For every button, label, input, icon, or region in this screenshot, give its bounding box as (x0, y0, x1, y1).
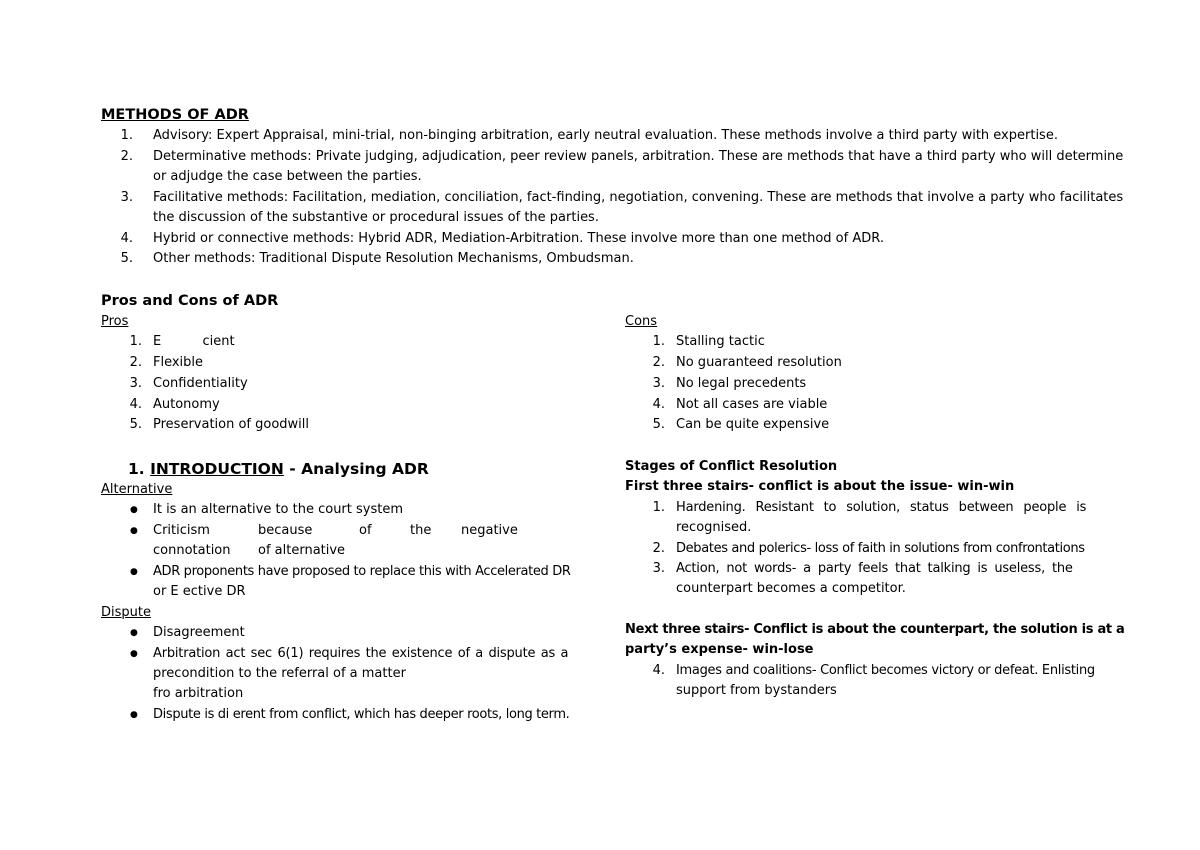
stages-title: Stages of Conflict Resolution (625, 459, 838, 474)
list-text: the discussion of the substantive or procedural issues of the parties. (153, 210, 599, 225)
bullet-text: Dispute is di erent from conflict, which has deeper roots, long term. (153, 707, 570, 722)
list-number: 5. (652, 417, 665, 432)
bullet-word: of (359, 523, 372, 538)
bullet-icon: ● (130, 628, 138, 638)
proscons-title: Pros and Cons of ADR (101, 293, 279, 309)
list-text: No legal precedents (676, 376, 807, 391)
list-number: 5. (120, 251, 133, 266)
list-number: 1. (652, 500, 665, 515)
list-text: or adjudge the case between the parties. (153, 169, 422, 184)
bullet-icon: ● (130, 710, 138, 720)
list-text: Hybrid or connective methods: Hybrid ADR, Mediation-Arbitration. These involve more than one method of ADR. (153, 231, 884, 246)
list-number: 3. (652, 561, 665, 576)
list-number: 3. (120, 190, 133, 205)
bullet-word: the (410, 523, 432, 538)
list-text: Can be quite expensive (676, 417, 830, 432)
bullet-icon: ● (130, 567, 138, 577)
alternative-label: Alternative (101, 482, 173, 497)
bullet-text: connotation (153, 543, 231, 558)
list-text: Preservation of goodwill (153, 417, 310, 432)
list-number: 3. (129, 376, 142, 391)
pros-label: Pros (101, 314, 129, 329)
list-number: 2. (120, 149, 133, 164)
list-number: 4. (652, 663, 665, 678)
dispute-label: Dispute (101, 605, 151, 620)
list-text: Debates and polerics- loss of faith in solutions from confrontations (676, 541, 1085, 556)
next-stairs-title-cont: party’s expense- win-lose (625, 642, 814, 657)
list-number: 3. (652, 376, 665, 391)
list-text: Autonomy (153, 397, 220, 412)
list-text: No guaranteed resolution (676, 355, 842, 370)
intro-title-rest: - Analysing ADR (283, 460, 429, 478)
list-number: 2. (652, 355, 665, 370)
list-text: Confidentiality (153, 376, 248, 391)
bullet-text: Arbitration act sec 6(1) requires the existence of a dispute as a (153, 646, 569, 661)
bullet-text: precondition to the referral of a matter (153, 666, 406, 681)
bullet-icon: ● (130, 505, 138, 515)
bullet-word: Criticism (153, 523, 210, 538)
list-text: counterpart becomes a competitor. (676, 581, 906, 596)
list-number: 4. (120, 231, 133, 246)
bullet-icon: ● (130, 526, 138, 536)
list-text: Advisory: Expert Appraisal, mini-trial, non-binging arbitration, early neutral evaluation. These methods involve a third party with expertise. (153, 128, 1058, 143)
bullet-text: Disagreement (153, 625, 245, 640)
list-number: 1. (120, 128, 133, 143)
list-text: Other methods: Traditional Dispute Resolution Mechanisms, Ombudsman. (153, 251, 634, 266)
list-number: 5. (129, 417, 142, 432)
list-text: Action, not words- a party feels that talking is useless, the (676, 561, 1073, 576)
intro-title (128, 459, 429, 479)
list-number: 1. (652, 334, 665, 349)
bullet-text: or E ective DR (153, 584, 246, 599)
first-stairs-title: First three stairs- conflict is about the issue- win-win (625, 479, 1015, 494)
list-text: support from bystanders (676, 683, 837, 698)
intro-title-main: INTRODUCTION (150, 460, 284, 478)
bullet-text: It is an alternative to the court system (153, 502, 404, 517)
list-number: 1. (129, 334, 142, 349)
list-text: Flexible (153, 355, 204, 370)
list-text: Stalling tactic (676, 334, 765, 349)
list-text: Determinative methods: Private judging, adjudication, peer review panels, arbitration. These are methods that have a third party who will determine (153, 149, 1124, 164)
bullet-text: ADR proponents have proposed to replace this with Accelerated DR (153, 564, 571, 579)
list-text: Facilitative methods: Facilitation, mediation, conciliation, fact-finding, negotiation, convening. These are methods that involve a party who facilitates (153, 190, 1124, 205)
list-number: 2. (652, 541, 665, 556)
list-text: E cient (153, 334, 235, 349)
list-number: 4. (129, 397, 142, 412)
bullet-word: because (258, 523, 313, 538)
bullet-text: fro arbitration (153, 686, 244, 701)
list-number: 2. (129, 355, 142, 370)
intro-number: 1. (128, 460, 145, 478)
list-number: 4. (652, 397, 665, 412)
cons-label: Cons (625, 314, 658, 329)
list-text: Not all cases are viable (676, 397, 828, 412)
list-text: recognised. (676, 520, 752, 535)
bullet-word: negative (461, 523, 518, 538)
bullet-text: of alternative (258, 543, 346, 558)
methods-title: METHODS OF ADR (101, 107, 249, 123)
list-text: Images and coalitions- Conflict becomes victory or defeat. Enlisting (676, 663, 1095, 678)
list-text: Hardening. Resistant to solution, status between people is (676, 500, 1087, 515)
next-stairs-title: Next three stairs- Conflict is about the counterpart, the solution is at a (625, 622, 1125, 637)
bullet-icon: ● (130, 649, 138, 659)
